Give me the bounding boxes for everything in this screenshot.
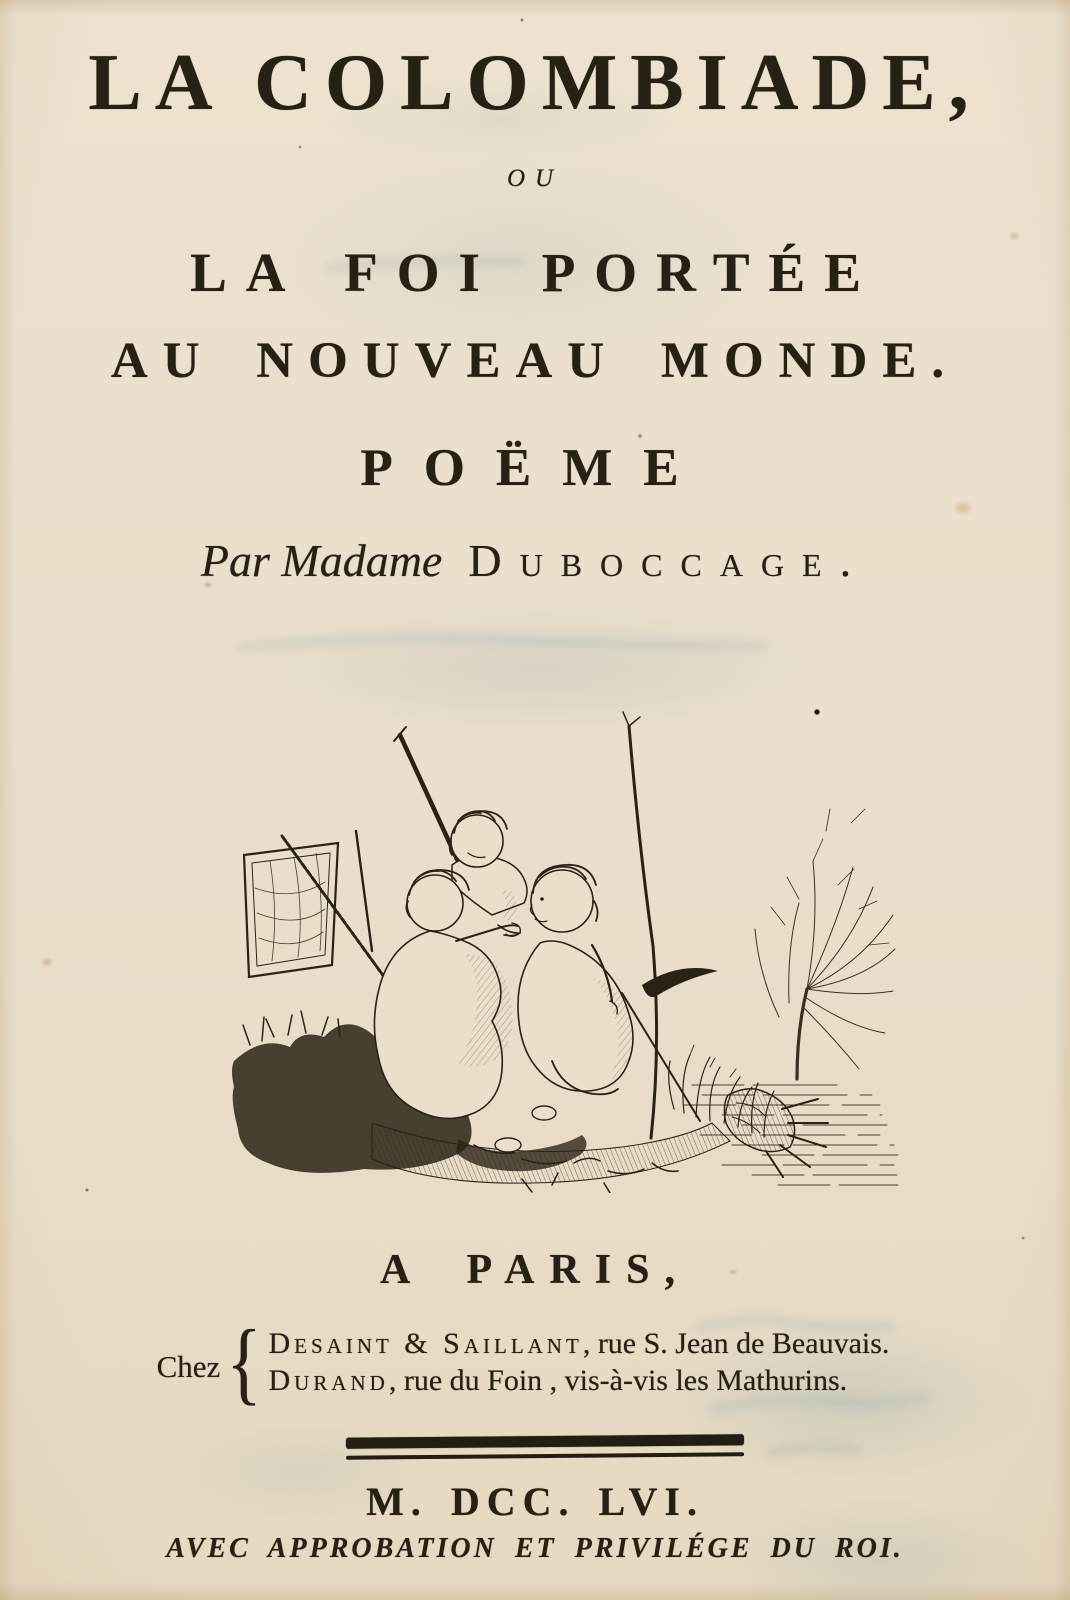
subtitle-line1: LA FOI PORTÉE: [190, 242, 880, 303]
publisher-list: [268, 1325, 889, 1399]
staff-icon: [623, 712, 657, 1138]
author-name: Duboccage.: [468, 535, 870, 586]
byline-prefix: Par Madame: [200, 535, 443, 586]
publisher-address: , rue du Foin , vis-à-vis les Mathurins.: [388, 1364, 848, 1397]
publisher-line: [268, 1325, 889, 1362]
main-title: LA COLOMBIADE,: [88, 39, 982, 127]
privilege-line: AVEC APPROBATION ET PRIVILÉGE DU ROI.: [166, 1533, 904, 1564]
brace-glyph: {: [226, 1311, 263, 1413]
place-line: A PARIS,: [380, 1247, 690, 1293]
publisher-name: Durand: [268, 1364, 389, 1397]
conjunction-ou: OU: [506, 165, 564, 192]
double-rule: [346, 1434, 744, 1459]
net-icon: [244, 831, 390, 985]
water-hatching: [684, 1085, 898, 1185]
scythe-icon: [622, 968, 718, 1121]
willow-tree-icon: [755, 809, 895, 1079]
subtitle-line2: AU NOUVEAU MONDE.: [110, 333, 960, 389]
rule-thick: [346, 1434, 744, 1448]
vignette-engraving: [222, 693, 902, 1193]
publisher-name: Desaint & Saillant: [268, 1327, 583, 1360]
byline: [0, 534, 1070, 587]
imprint-block: [0, 1311, 1058, 1413]
putto-right-figure: [518, 865, 633, 1120]
chez-label: Chez: [156, 1349, 221, 1384]
trap-icon: [724, 1089, 828, 1177]
publisher-line: [268, 1362, 889, 1399]
publisher-address: , rue S. Jean de Beauvais.: [582, 1327, 890, 1360]
genre-poeme: POËME: [360, 439, 710, 497]
date-line: M. DCC. LVI.: [366, 1479, 704, 1524]
